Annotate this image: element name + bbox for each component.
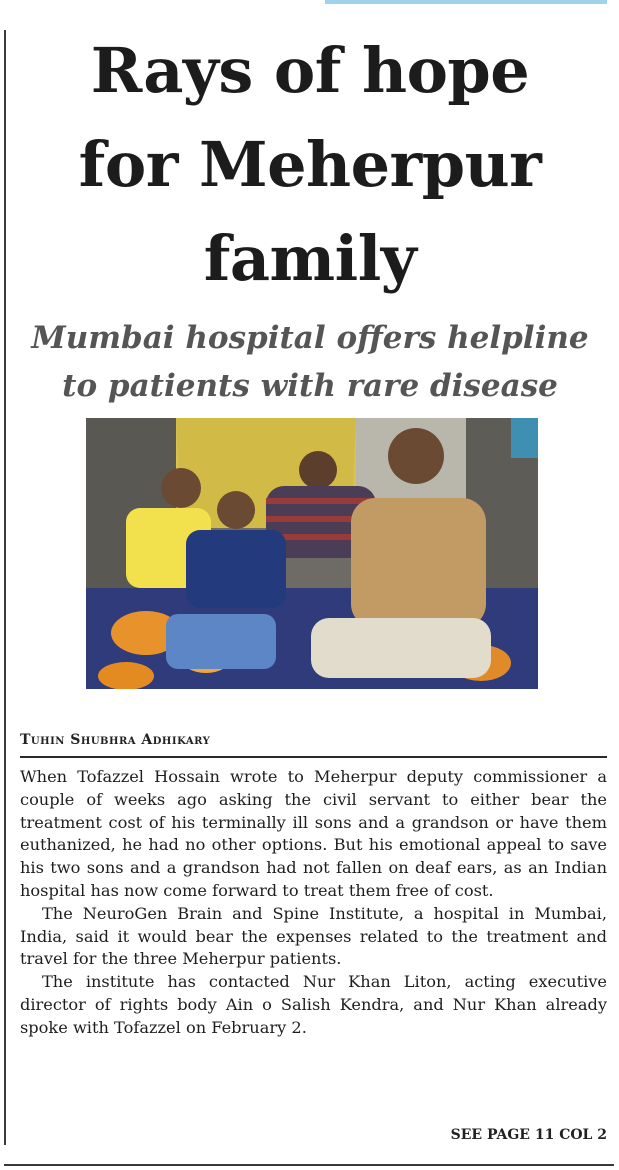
continuation-jump-line: SEE PAGE 11 COL 2 [450, 1127, 607, 1143]
headline-line-1: Rays of hope [90, 34, 530, 107]
bottom-rule [4, 1164, 614, 1166]
headline-line-3: family [203, 222, 417, 295]
article-paragraph: The NeuroGen Brain and Spine Institute, a hospital in Mumbai, India, said it would bear the expenses related to the treatment and travel for the three Meherpur patients. [20, 903, 607, 969]
byline-rule [20, 756, 607, 758]
subhead-line-2: to patients with rare disease [62, 368, 558, 404]
article-paragraph: The institute has contacted Nur Khan Liton, acting executive director of rights body Ain o Salish Kendra, and Nur Khan already spoke with Tofazzel on February 2. [20, 972, 607, 1037]
subheadline [15, 314, 605, 410]
subhead-line-1: Mumbai hospital offers helpline [31, 320, 589, 356]
byline: Tuhin Shubhra Adhikary [20, 732, 211, 748]
article-body [20, 766, 607, 1040]
news-photo [86, 418, 538, 689]
family-photo-illustration [86, 418, 538, 689]
headline-line-2: for Meherpur [78, 128, 542, 201]
top-accent-rule [325, 0, 607, 4]
left-column-rule [4, 30, 6, 1145]
article-paragraph: When Tofazzel Hossain wrote to Meherpur deputy commissioner a couple of weeks ago asking the civil servant to either bear the treatment cost of his terminally ill sons and a grandson or have them euthanized, he had no other options. But his emotional appeal to save his two sons and a grandson had not fallen on deaf ears, as an Indian hospital has now come forward to treat them free of cost. [20, 767, 607, 900]
headline [20, 24, 600, 306]
